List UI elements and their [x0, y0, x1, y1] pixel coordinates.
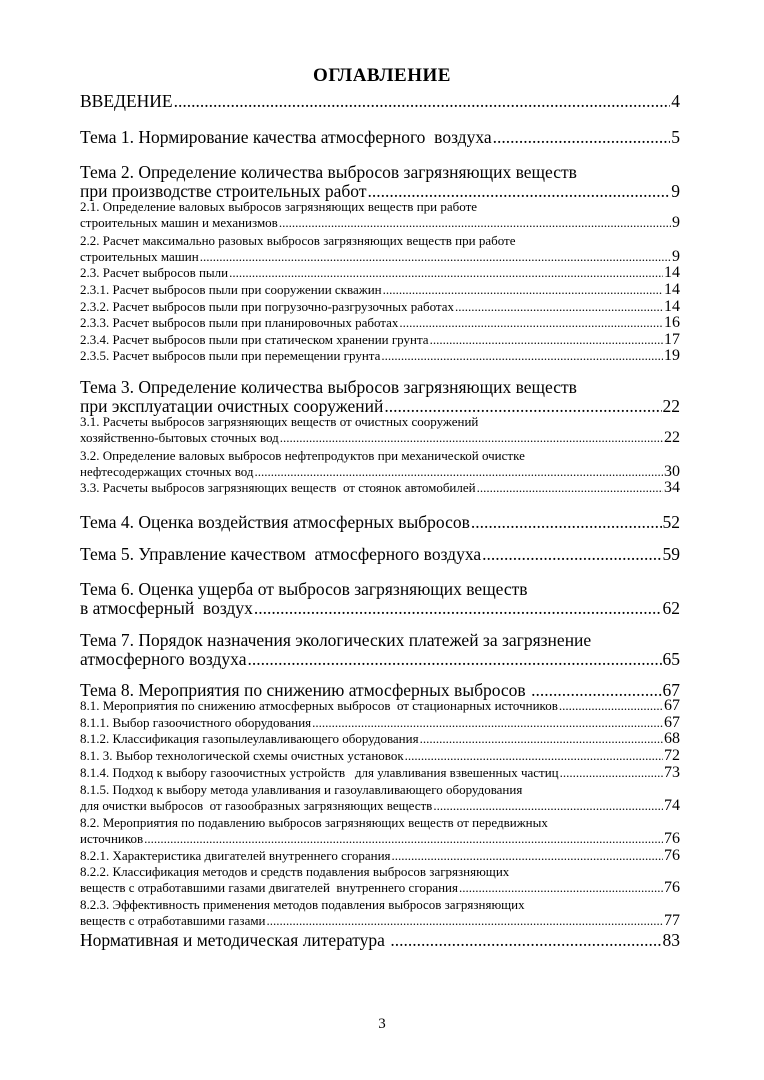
toc-entry: 8.2. Мероприятия по подавлению выбросов загрязняющих веществ от передвижных источников ..... 76 [80, 815, 680, 847]
toc-entry: 3.2. Определение валовых выбросов нефтепродуктов при механической очистке нефтесодержащих сточных вод ..... 30 [80, 448, 680, 480]
toc-entry: 2.3.2. Расчет выбросов пыли при погрузочно-разгрузочных работах ..... 14 [80, 299, 680, 315]
toc-entry: 8.2.2. Классификация методов и средств подавления выбросов загрязняющих веществ с отработавшими газами двигателей внутреннего сгорания ..... 76 [80, 864, 680, 896]
toc-entry: 2.3.4. Расчет выбросов пыли при статическом хранении грунта ..... 17 [80, 332, 680, 348]
toc-entry: Нормативная и методическая литература ..... 83 [80, 931, 680, 950]
toc-entry: 3.1. Расчеты выбросов загрязняющих веществ от очистных сооружений хозяйственно-бытовых сточных вод ..... 22 [80, 414, 680, 446]
toc-entry: Тема 8. Мероприятия по снижению атмосферных выбросов ..... 67 [80, 681, 680, 700]
toc-entry: Тема 4. Оценка воздействия атмосферных выбросов ..... 52 [80, 513, 680, 532]
toc-entry: 8.1.2. Классификация газопылеулавливающего оборудования ..... 68 [80, 731, 680, 747]
toc-entry: 8.2.3. Эффективность применения методов подавления выбросов загрязняющих веществ с отработавшими газами ..... 77 [80, 897, 680, 929]
page-title: ОГЛАВЛЕНИЕ [313, 65, 451, 86]
toc-entry: ВВЕДЕНИЕ ..... 4 [80, 92, 680, 111]
toc-entry: 2.1. Определение валовых выбросов загрязняющих веществ при работе строительных машин и механизмов ..... 9 [80, 199, 680, 231]
toc-entry: 8.1. 3. Выбор технологической схемы очистных установок ..... 72 [80, 748, 680, 764]
toc-entry: Тема 6. Оценка ущерба от выбросов загрязняющих веществ в атмосферный воздух ..... 62 [80, 580, 680, 618]
toc-entry: Тема 1. Нормирование качества атмосферного воздуха ..... 5 [80, 128, 680, 147]
toc-entry: 8.1. Мероприятия по снижению атмосферных выбросов от стационарных источников ..... 67 [80, 698, 680, 714]
toc-entry: 8.1.4. Подход к выбору газоочистных устройств для улавливания взвешенных частиц ..... 73 [80, 765, 680, 781]
toc-entry: Тема 2. Определение количества выбросов загрязняющих веществ при производстве строительных работ ..... 9 [80, 163, 680, 201]
toc-entry: 8.1.1. Выбор газоочистного оборудования ..... 67 [80, 715, 680, 731]
toc-entry: 2.3.1. Расчет выбросов пыли при сооружении скважин ..... 14 [80, 282, 680, 298]
toc-entry: Тема 5. Управление качеством атмосферного воздуха ..... 59 [80, 545, 680, 564]
toc-entry: 2.3.5. Расчет выбросов пыли при перемещении грунта ..... 19 [80, 348, 680, 364]
toc-entry: Тема 7. Порядок назначения экологических платежей за загрязнение атмосферного воздуха ..... 65 [80, 631, 680, 669]
toc-entry: 3.3. Расчеты выбросов загрязняющих веществ от стоянок автомобилей ..... 34 [80, 480, 680, 496]
toc-entry: 8.1.5. Подход к выбору метода улавливания и газоулавливающего оборудования для очистки выбросов от газообразных загрязняющих веществ ..... 74 [80, 782, 680, 814]
toc-entry: 8.2.1. Характеристика двигателей внутреннего сгорания ..... 76 [80, 848, 680, 864]
toc-entry: Тема 3. Определение количества выбросов загрязняющих веществ при эксплуатации очистных сооружений ..... 22 [80, 378, 680, 416]
toc-entry: 2.3. Расчет выбросов пыли ..... 14 [80, 265, 680, 281]
toc-entry: 2.2. Расчет максимально разовых выбросов загрязняющих веществ при работе строительных машин ..... 9 [80, 233, 680, 265]
toc-entry: 2.3.3. Расчет выбросов пыли при планировочных работах ..... 16 [80, 315, 680, 331]
page-number: 3 [378, 1016, 386, 1032]
